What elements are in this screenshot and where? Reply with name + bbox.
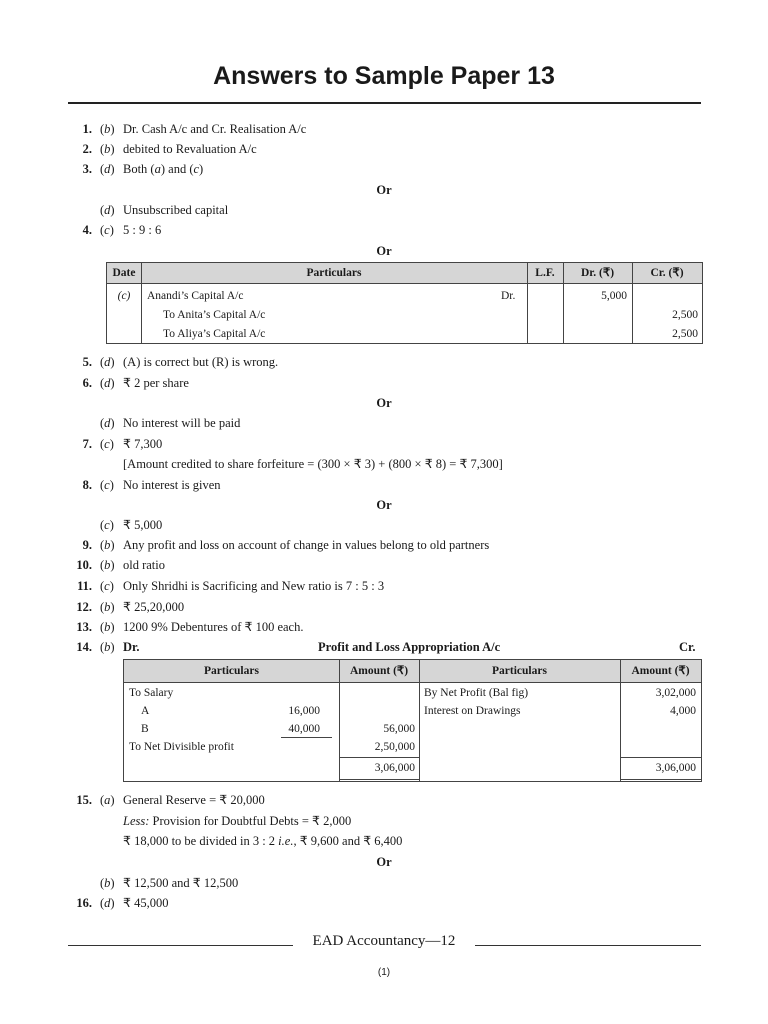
answer-number: 14. (76, 640, 92, 654)
debit-amount: 2,50,000 (374, 741, 415, 753)
footer-title: EAD Accountancy—12 (312, 933, 456, 949)
answer-text: Unsubscribed capital (123, 203, 229, 217)
answer-option: b (104, 640, 111, 654)
answer-option: a (104, 793, 111, 807)
debit-item: To Net Divisible profit (129, 741, 234, 753)
answer-text: debited to Revaluation A/c (123, 142, 257, 156)
answer-number: 10. (76, 558, 92, 572)
or-separator: Or (376, 855, 392, 869)
answer-16: 16. (d) ₹ 45,000 (0, 893, 768, 913)
answer-6-alternate: (d) No interest will be paid (0, 413, 768, 433)
answer-8-alternate: (c) ₹ 5,000 (0, 515, 768, 535)
answer-15: 15. (a) General Reserve = ₹ 20,000 (0, 790, 768, 810)
debit-total: 3,06,000 (374, 762, 415, 774)
answer-number: 3. (82, 162, 92, 176)
debit-sub-item: A (141, 705, 150, 717)
answer-option: b (104, 538, 111, 552)
answer-text: General Reserve = ₹ 20,000 (123, 793, 265, 807)
answer-text: ₹ 2 per share (123, 376, 189, 390)
row-date: (c) (117, 290, 131, 302)
header-dr: Dr. (₹) (580, 267, 615, 279)
answer-option: b (104, 142, 111, 156)
header-amount: Amount (₹) (631, 665, 690, 677)
answer-text: (A) is correct but (R) is wrong. (123, 355, 279, 369)
answer-number: 7. (82, 437, 92, 451)
credit-total: 3,06,000 (655, 762, 696, 774)
answer-option: d (104, 416, 111, 430)
answer-12: 12. (b) ₹ 25,20,000 (0, 597, 768, 617)
answer-6: 6. (d) ₹ 2 per share (0, 373, 768, 393)
debit-amount: 56,000 (383, 723, 415, 735)
answer-option: d (104, 376, 111, 390)
answer-number: 2. (82, 142, 92, 156)
answer-option: d (104, 896, 111, 910)
answer-11: 11. (c) Only Shridhi is Sacrificing and New ratio is 7 : 5 : 3 (0, 576, 768, 596)
answer-text: ₹ 18,000 to be divided in 3 : 2 i.e., ₹ 9,600 and ₹ 6,400 (123, 834, 403, 848)
answer-option: d (104, 203, 111, 217)
row-particulars: To Anita’s Capital A/c (163, 309, 266, 321)
answer-text: Both (a) and (c) (123, 162, 204, 176)
debit-sub-amount: 16,000 (288, 705, 320, 717)
answer-number: 6. (82, 376, 92, 390)
debit-sub-amount: 40,000 (288, 723, 320, 735)
answer-option: d (104, 355, 111, 369)
credit-amount: 3,02,000 (655, 687, 696, 699)
answer-7-note (0, 454, 768, 474)
answer-number: 4. (82, 223, 92, 237)
answer-number: 15. (76, 793, 92, 807)
journal-entry-table (106, 262, 703, 344)
answer-number: 16. (76, 896, 92, 910)
account-heading: Profit and Loss Appropriation A/c (318, 640, 501, 654)
answer-14: 14. (b) Dr. Profit and Loss Appropriation A/c Cr. (0, 637, 768, 657)
answer-option: b (104, 122, 111, 136)
answer-text: ₹ 45,000 (123, 896, 169, 910)
row-particulars: Anandi’s Capital A/c (147, 290, 244, 302)
answer-13: 13. (b) 1200 9% Debentures of ₹ 100 each. (0, 617, 768, 637)
subtotal-rule (281, 737, 332, 738)
total-rule (620, 779, 701, 780)
answer-text: No interest is given (123, 478, 221, 492)
title-rule (68, 102, 701, 104)
row-dr-amount: 5,000 (601, 290, 627, 302)
answer-text: No interest will be paid (123, 416, 241, 430)
answer-7: 7. (c) ₹ 7,300 (0, 434, 768, 454)
header-amount: Amount (₹) (349, 665, 409, 677)
account-cr-label: Cr. (679, 640, 696, 654)
answer-number: 8. (82, 478, 92, 492)
answer-15-line-3 (0, 831, 768, 851)
answer-text: Only Shridhi is Sacrificing and New ratio is 7 : 5 : 3 (123, 579, 385, 593)
answer-5: 5. (d) (A) is correct but (R) is wrong. (0, 352, 768, 372)
credit-item: By Net Profit (Bal fig) (424, 687, 529, 699)
credit-item: Interest on Drawings (424, 705, 521, 717)
credit-amount: 4,000 (670, 705, 696, 717)
answer-8: 8. (c) No interest is given (0, 475, 768, 495)
appropriation-account-table (123, 659, 702, 782)
answer-15-alternate: (b) ₹ 12,500 and ₹ 12,500 (0, 873, 768, 893)
answer-number: 11. (77, 579, 92, 593)
answer-number: 1. (82, 122, 92, 136)
answer-note: [Amount credited to share forfeiture = (300 × ₹ 3) + (800 × ₹ 8) = ₹ 7,300] (123, 457, 503, 471)
answer-option: c (104, 437, 110, 451)
answer-text: ₹ 25,20,000 (123, 600, 185, 614)
or-separator: Or (376, 183, 392, 197)
answer-9: 9. (b) Any profit and loss on account of change in values belong to old partners (0, 535, 768, 555)
answer-text: ₹ 5,000 (123, 518, 163, 532)
answer-text: Any profit and loss on account of change in values belong to old partners (123, 538, 490, 552)
answer-15-line-2 (0, 811, 768, 831)
total-rule (339, 779, 419, 780)
header-date: Date (112, 267, 136, 279)
answer-number: 5. (82, 355, 92, 369)
answer-text: 5 : 9 : 6 (123, 223, 162, 237)
row-dr-mark: Dr. (501, 290, 516, 302)
header-cr: Cr. (₹) (650, 267, 684, 279)
answer-3: 3. (d) Both (a) and (c) (0, 159, 768, 179)
answer-number: 12. (76, 600, 92, 614)
answer-option: c (104, 579, 110, 593)
answer-option: b (104, 876, 111, 890)
row-cr-amount: 2,500 (672, 328, 698, 340)
page-number: (1) (377, 967, 391, 978)
header-lf: L.F. (535, 267, 555, 279)
answer-option: d (104, 162, 111, 176)
or-separator: Or (376, 244, 392, 258)
answer-text: old ratio (123, 558, 166, 572)
answer-2: 2. (b) debited to Revaluation A/c (0, 139, 768, 159)
answer-option: c (104, 518, 110, 532)
answer-text: 1200 9% Debentures of ₹ 100 each. (123, 620, 304, 634)
debit-item: To Salary (129, 687, 174, 699)
or-separator: Or (376, 498, 392, 512)
answer-option: b (104, 558, 111, 572)
header-particulars: Particulars (204, 665, 259, 677)
answer-option: b (104, 620, 111, 634)
account-dr-label: Dr. (123, 640, 140, 654)
answer-text: ₹ 7,300 (123, 437, 163, 451)
answer-option: c (104, 478, 110, 492)
answer-option: c (104, 223, 110, 237)
debit-sub-item: B (141, 723, 149, 735)
answer-1: 1. (b) Dr. Cash A/c and Cr. Realisation A/c (0, 119, 768, 139)
answer-text: ₹ 12,500 and ₹ 12,500 (123, 876, 239, 890)
answer-text: Less: Provision for Doubtful Debts = ₹ 2,000 (123, 814, 352, 828)
answer-3-alternate: (d) Unsubscribed capital (0, 200, 768, 220)
answer-text: Dr. Cash A/c and Cr. Realisation A/c (123, 122, 307, 136)
answer-number: 9. (82, 538, 92, 552)
answer-option: b (104, 600, 111, 614)
or-separator: Or (376, 396, 392, 410)
row-particulars: To Aliya’s Capital A/c (163, 328, 266, 340)
answer-4: 4. (c) 5 : 9 : 6 (0, 220, 768, 240)
page-title: Answers to Sample Paper 13 (213, 62, 555, 90)
answer-10: 10. (b) old ratio (0, 555, 768, 575)
header-particulars: Particulars (492, 665, 547, 677)
answer-number: 13. (76, 620, 92, 634)
row-cr-amount: 2,500 (672, 309, 698, 321)
header-particulars: Particulars (306, 267, 362, 279)
